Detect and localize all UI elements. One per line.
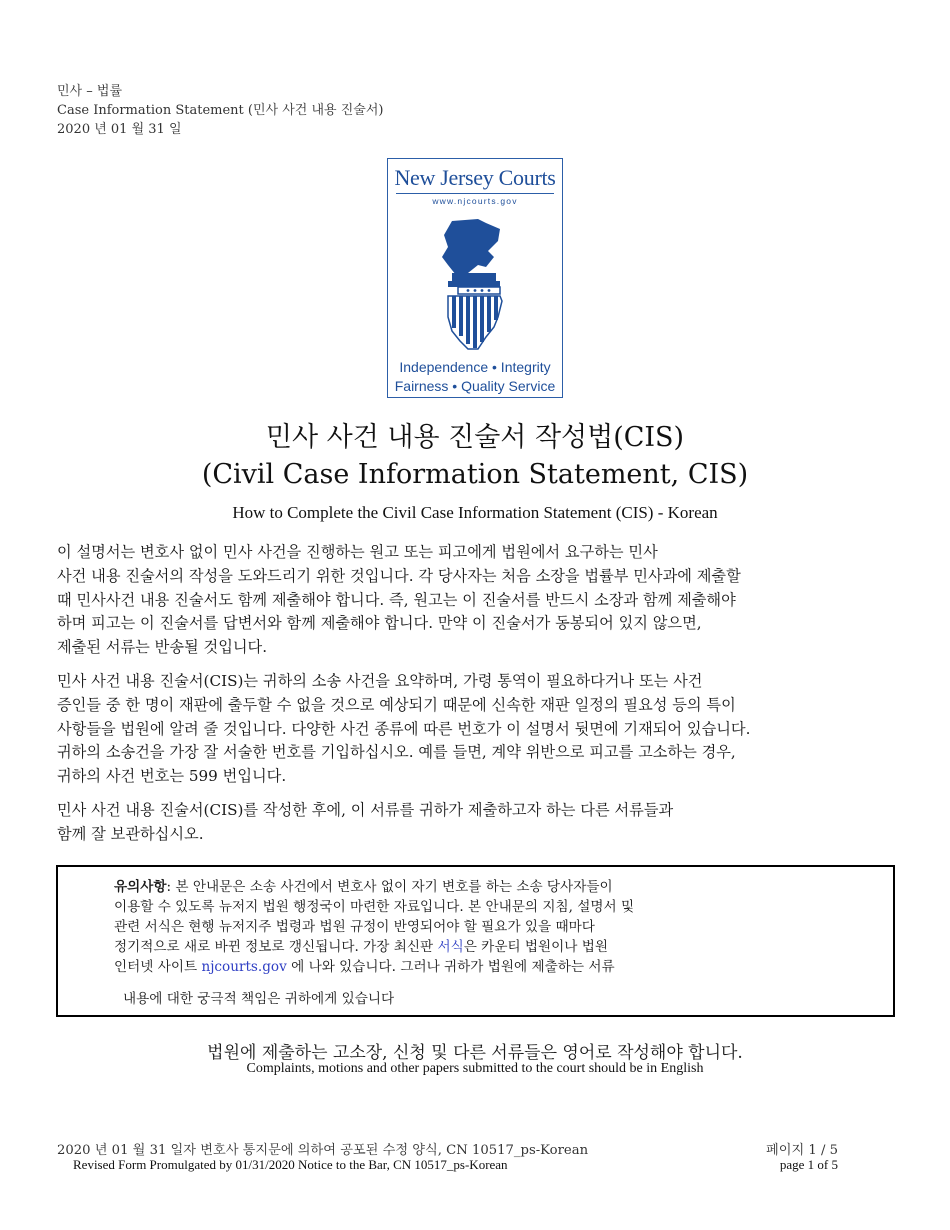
subtitle: How to Complete the Civil Case Information Statement (CIS) - Korean: [232, 503, 718, 522]
paragraph-line: 귀하의 사건 번호는 599 번입니다.: [57, 767, 287, 786]
notice-line: : 본 안내문은 소송 사건에서 변호사 없이 자기 변호를 하는 소송 당사자들이: [166, 879, 613, 895]
nj-courts-logo: [387, 158, 563, 398]
header-form-title: Case Information Statement (민사 사건 내용 진술서): [57, 103, 384, 118]
paragraph-line: 함께 잘 보관하십시오.: [57, 824, 204, 843]
language-note-korean: 법원에 제출하는 고소장, 신청 및 다른 서류들은 영어로 작성해야 합니다.: [207, 1043, 743, 1063]
notice-line: 인터넷 사이트: [114, 959, 202, 975]
notice-line: 관련 서식은 현행 뉴저지주 법령과 법원 규정이 반영되어야 할 필요가 있을 때마다: [114, 919, 595, 935]
notice-label: 유의사항: [114, 879, 167, 895]
nj-state-courthouse-icon: [438, 217, 514, 351]
logo-motto-line2: Fairness • Quality Service: [394, 378, 556, 394]
footer-revision-korean: 2020 년 01 월 31 일자 변호사 통지문에 의하여 공포된 수정 양식, CN 10517_ps-Korean: [57, 1143, 589, 1158]
paragraph-line: 귀하의 소송건을 가장 잘 서술한 번호를 기입하십시오. 예를 들면, 계약 위반으로 피고를 고소하는 경우,: [57, 743, 736, 762]
document-header: [57, 82, 383, 139]
notice-line: 내용에 대한 궁극적 책임은 귀하에게 있습니다: [123, 991, 395, 1007]
forms-link[interactable]: 서식: [437, 939, 464, 955]
paragraph-line: 이 설명서는 변호사 없이 민사 사건을 진행하는 원고 또는 피고에게 법원에서 요구하는 민사: [57, 543, 658, 561]
footer-page-korean: 페이지 1 / 5: [765, 1143, 838, 1158]
notice-line: 은 카운티 법원이나 법원: [463, 939, 609, 955]
paragraph-summary: [57, 670, 897, 789]
paragraph-line: 때 민사사건 내용 진술서도 함께 제출해야 합니다. 즉, 원고는 이 진술서를 반드시 소장과 함께 제출해야: [57, 590, 736, 609]
language-note-english: Complaints, motions and other papers submitted to the court should be in English: [246, 1061, 704, 1076]
notice-box: [56, 865, 895, 1017]
notice-line: 에 나와 있습니다. 그러나 귀하가 법원에 제출하는 서류: [286, 959, 615, 975]
njcourts-link[interactable]: njcourts.gov: [201, 959, 287, 975]
paragraph-line: 민사 사건 내용 진술서(CIS)는 귀하의 소송 사건을 요약하며, 가령 통역이 필요하다거나 또는 사건: [57, 672, 703, 690]
title-english: (Civil Case Information Statement, CIS): [201, 459, 749, 490]
paragraph-intro: [57, 541, 897, 660]
paragraph-line: 사건 내용 진술서의 작성을 도와드리기 위한 것입니다. 각 당사자는 처음 소장을 법률부 민사과에 제출할: [57, 566, 741, 585]
footer-page-english: page 1 of 5: [779, 1157, 838, 1172]
notice-line: 정기적으로 새로 바뀐 정보로 갱신됩니다. 가장 최신판: [114, 939, 438, 955]
title-korean: 민사 사건 내용 진술서 작성법(CIS): [265, 422, 685, 453]
paragraph-line: 사항들을 법원에 알려 줄 것입니다. 다양한 사건 종류에 따른 번호가 이 설명서 뒷면에 기재되어 있습니다.: [57, 719, 751, 738]
header-category: 민사 – 법률: [57, 84, 122, 99]
notice-line: 이용할 수 있도록 뉴저지 법원 행정국이 마련한 자료입니다. 본 안내문의 지침, 설명서 및: [114, 899, 635, 915]
logo-name: New Jersey Courts: [394, 165, 556, 190]
logo-divider: [396, 193, 554, 194]
paragraph-line: 민사 사건 내용 진술서(CIS)를 작성한 후에, 이 서류를 귀하가 제출하고자 하는 다른 서류들과: [57, 801, 674, 819]
header-date: 2020 년 01 월 31 일: [57, 122, 182, 137]
paragraph-keep: [57, 799, 897, 847]
notice-text: [114, 877, 634, 977]
paragraph-line: 제출된 서류는 반송될 것입니다.: [57, 638, 268, 657]
paragraph-line: 하며 피고는 이 진술서를 답변서와 함께 제출해야 합니다. 만약 이 진술서가 동봉되어 있지 않으면,: [57, 614, 702, 633]
logo-motto-line1: Independence • Integrity: [399, 359, 551, 375]
footer-revision-english: Revised Form Promulgated by 01/31/2020 Notice to the Bar, CN 10517_ps-Korean: [73, 1157, 508, 1172]
logo-url: www.njcourts.gov: [432, 196, 518, 206]
paragraph-line: 증인들 중 한 명이 재판에 출두할 수 없을 것으로 예상되기 때문에 신속한 재판 일정의 필요성 등의 특이: [57, 695, 736, 714]
